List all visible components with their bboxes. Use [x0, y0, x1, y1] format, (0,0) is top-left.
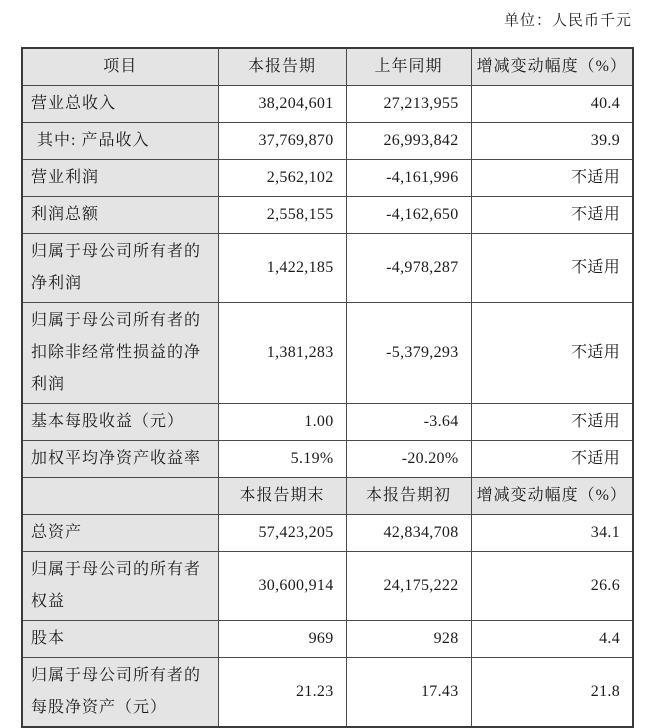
header-prior-period: 上年同期	[346, 48, 471, 86]
row-prior-value: 928	[346, 621, 471, 658]
row-change-value: 26.6	[471, 552, 633, 621]
row-current-value: 969	[218, 621, 346, 658]
row-item-label: 基本每股收益（元）	[22, 404, 218, 441]
header-item: 项目	[22, 48, 218, 86]
row-current-value: 5.19%	[218, 441, 346, 478]
row-prior-value: 42,834,708	[346, 515, 471, 552]
header-change-pct: 增减变动幅度（%）	[471, 478, 633, 515]
row-current-value: 2,558,155	[218, 197, 346, 234]
row-item-label: 加权平均净资产收益率	[22, 441, 218, 478]
table-row	[22, 658, 633, 728]
row-current-value: 2,562,102	[218, 160, 346, 197]
row-item-label: 其中: 产品收入	[22, 123, 218, 160]
header-item-empty	[22, 478, 218, 515]
table-row	[22, 303, 633, 404]
row-change-value: 不适用	[471, 404, 633, 441]
row-item-label: 股本	[22, 621, 218, 658]
row-current-value: 1.00	[218, 404, 346, 441]
currency-unit-label: 单位：人民币千元	[503, 13, 632, 29]
row-prior-value: -4,161,996	[346, 160, 471, 197]
row-change-value: 34.1	[471, 515, 633, 552]
row-change-value: 不适用	[471, 160, 633, 197]
row-item-label: 营业总收入	[22, 86, 218, 123]
row-prior-value: -5,379,293	[346, 303, 471, 404]
table-row	[22, 441, 633, 478]
row-item-label: 归属于母公司所有者的扣除非经常性损益的净利润	[22, 303, 218, 404]
row-change-value: 不适用	[471, 234, 633, 303]
row-item-label: 归属于母公司所有者的每股净资产（元）	[22, 658, 218, 728]
row-prior-value: -3.64	[346, 404, 471, 441]
table-row	[22, 234, 633, 303]
row-prior-value: 27,213,955	[346, 86, 471, 123]
row-prior-value: -4,162,650	[346, 197, 471, 234]
row-current-value: 1,381,283	[218, 303, 346, 404]
row-item-label: 归属于母公司的所有者权益	[22, 552, 218, 621]
row-change-value: 21.8	[471, 658, 633, 728]
header-change-pct: 增减变动幅度（%）	[471, 48, 633, 86]
row-change-value: 39.9	[471, 123, 633, 160]
table-row	[22, 160, 633, 197]
table-row	[22, 621, 633, 658]
row-change-value: 不适用	[471, 303, 633, 404]
row-item-label: 总资产	[22, 515, 218, 552]
table-row	[22, 404, 633, 441]
row-current-value: 37,769,870	[218, 123, 346, 160]
table-row	[22, 515, 633, 552]
table-row	[22, 552, 633, 621]
row-item-label: 归属于母公司所有者的净利润	[22, 234, 218, 303]
header-period-start: 本报告期初	[346, 478, 471, 515]
table-row	[22, 197, 633, 234]
row-prior-value: 26,993,842	[346, 123, 471, 160]
row-item-label: 营业利润	[22, 160, 218, 197]
section2-header-row	[22, 478, 633, 515]
row-change-value: 不适用	[471, 197, 633, 234]
row-current-value: 38,204,601	[218, 86, 346, 123]
row-change-value: 不适用	[471, 441, 633, 478]
row-current-value: 1,422,185	[218, 234, 346, 303]
financial-summary-table	[21, 47, 634, 728]
row-prior-value: 17.43	[346, 658, 471, 728]
table-row	[22, 86, 633, 123]
row-current-value: 21.23	[218, 658, 346, 728]
row-prior-value: 24,175,222	[346, 552, 471, 621]
row-change-value: 40.4	[471, 86, 633, 123]
table-row	[22, 123, 633, 160]
row-item-label: 利润总额	[22, 197, 218, 234]
row-change-value: 4.4	[471, 621, 633, 658]
row-current-value: 57,423,205	[218, 515, 346, 552]
section1-header-row	[22, 48, 633, 86]
row-prior-value: -4,978,287	[346, 234, 471, 303]
header-current-period: 本报告期	[218, 48, 346, 86]
row-prior-value: -20.20%	[346, 441, 471, 478]
row-current-value: 30,600,914	[218, 552, 346, 621]
header-period-end: 本报告期末	[218, 478, 346, 515]
